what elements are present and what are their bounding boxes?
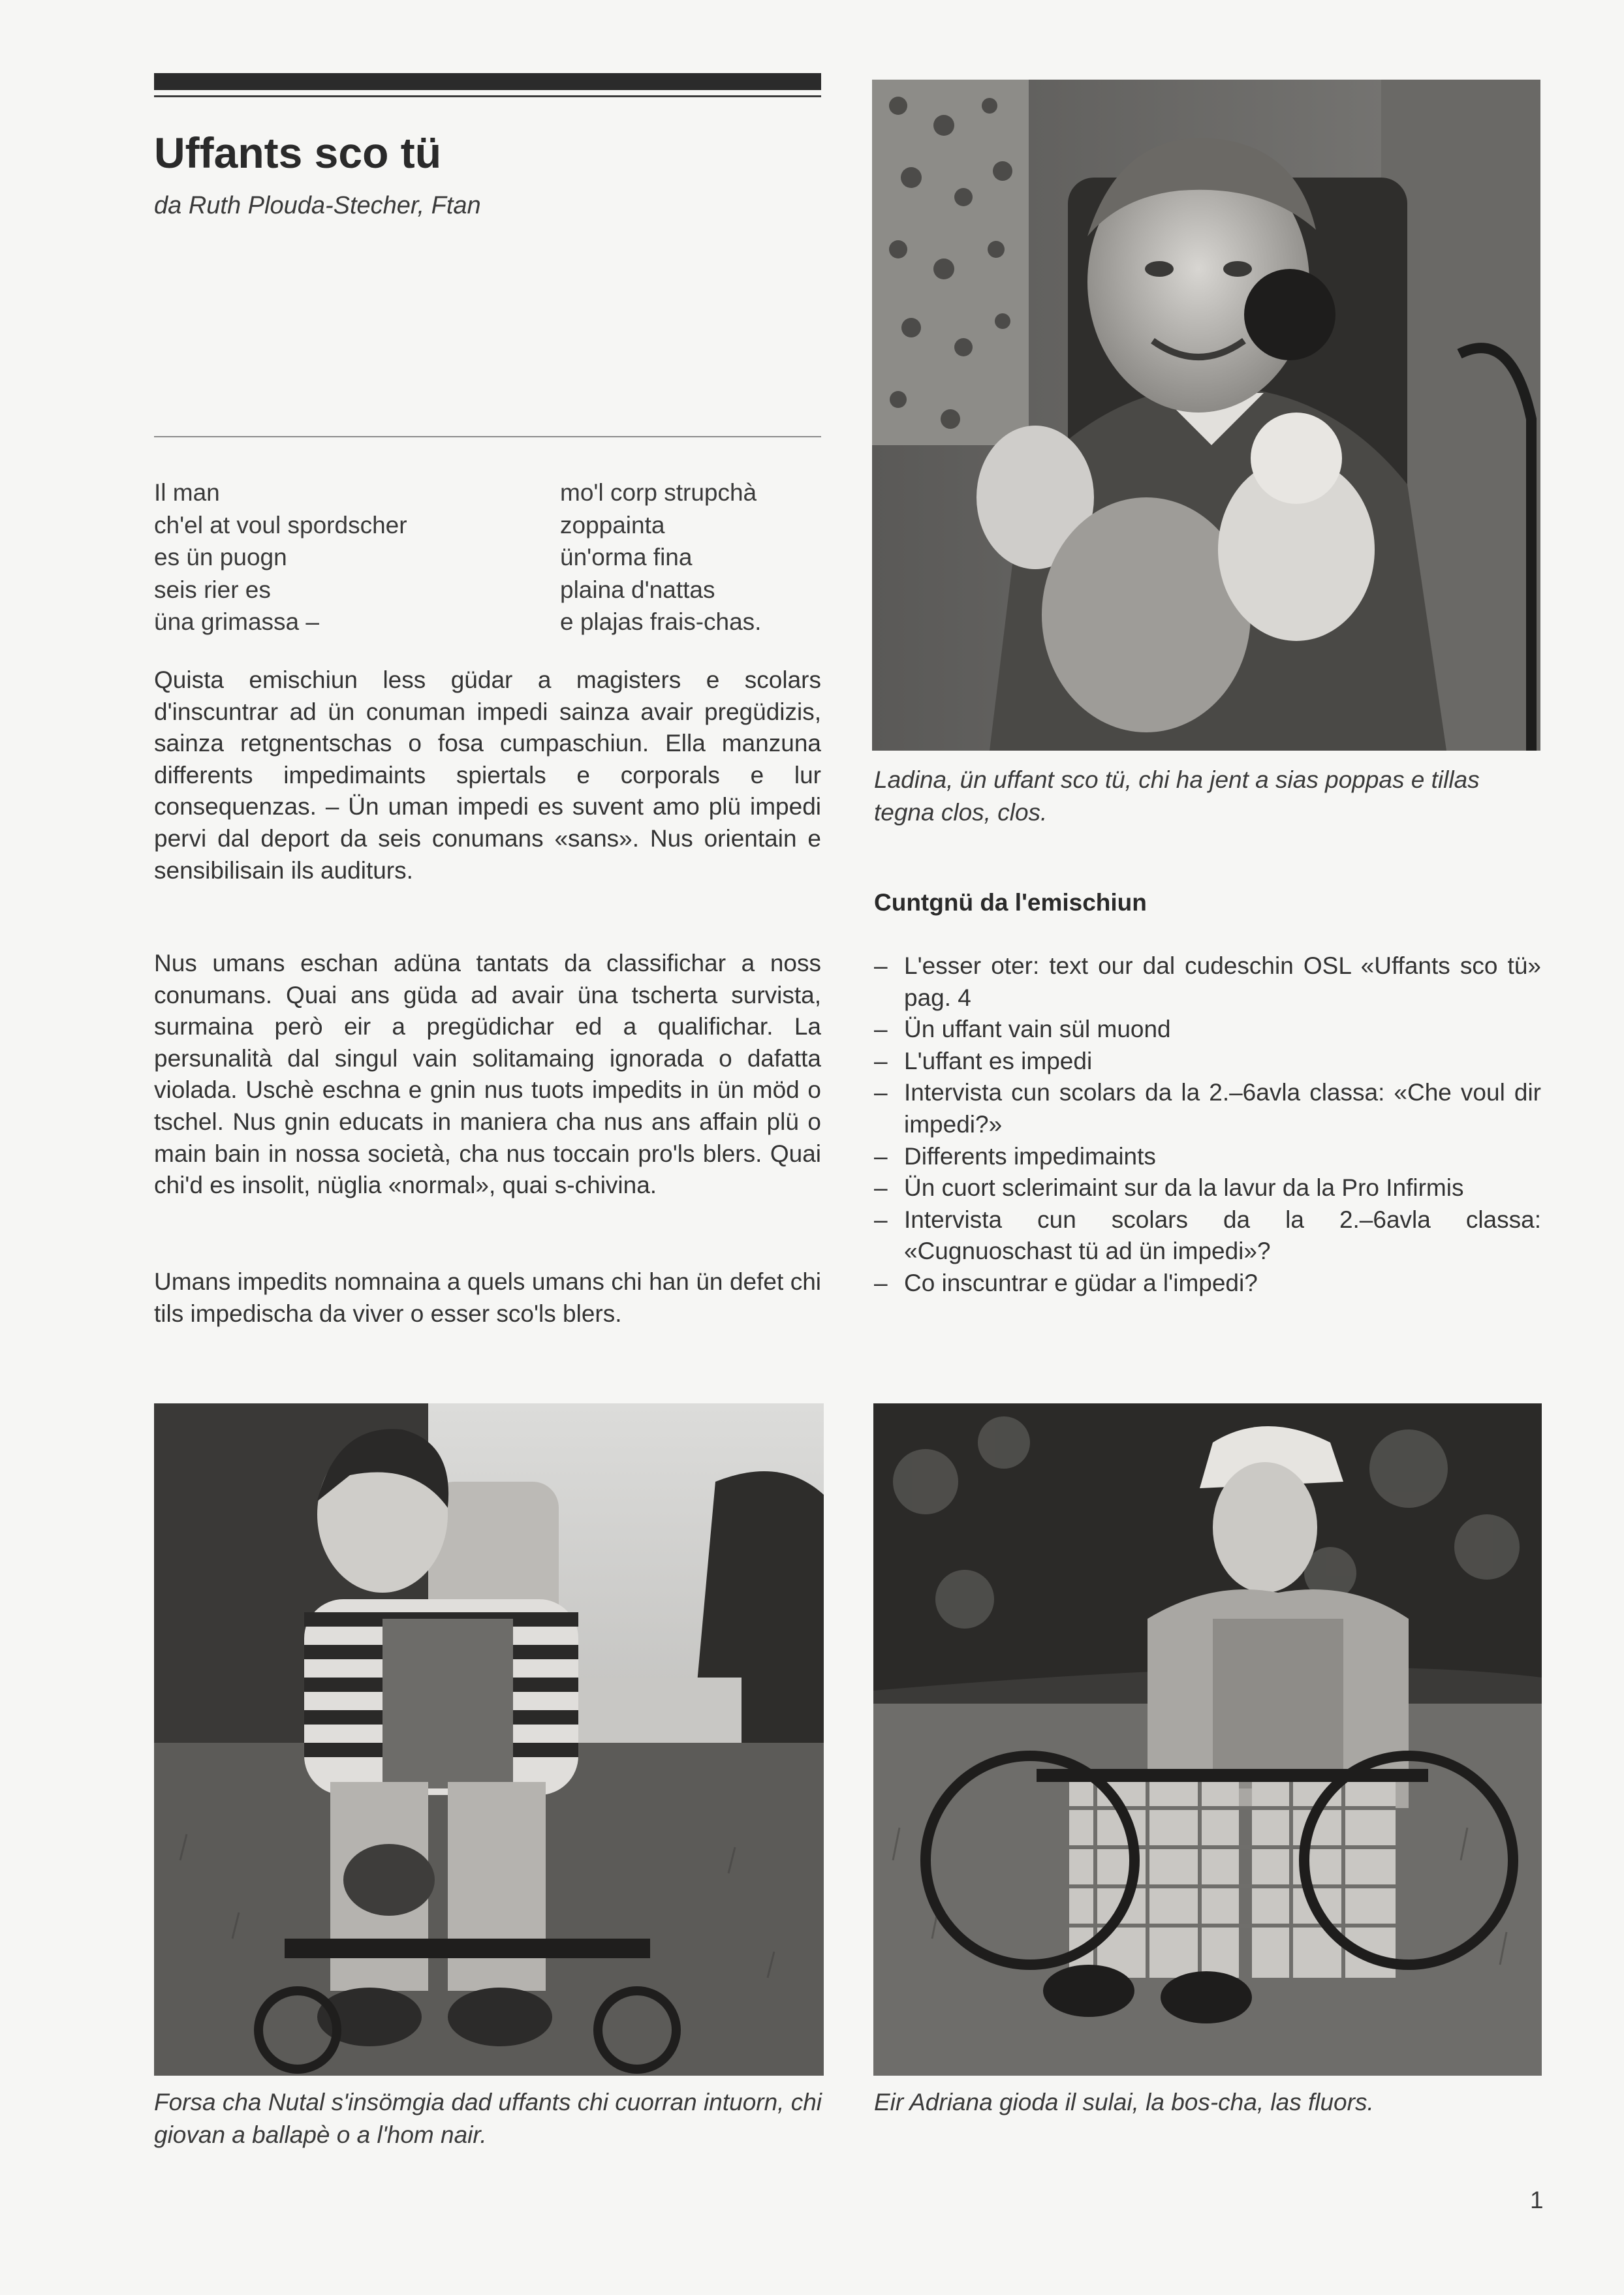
header-bar — [154, 73, 821, 90]
list-item-text: Intervista cun scolars da la 2.–6avla classa: «Cugnuoschast tü ad ün impedi»? — [904, 1206, 1541, 1265]
dash-bullet: – — [874, 1079, 888, 1106]
dash-bullet: – — [874, 1174, 888, 1202]
caption-ladina: Ladina, ün uffant sco tü, chi ha jent a sias poppas e tillas tegna clos, clos. — [874, 766, 1480, 826]
caption-adriana: Eir Adriana gioda il sulai, la bos-cha, las fluors. — [874, 2089, 1374, 2115]
poem-left-column — [154, 476, 407, 638]
list-item-text: Ün cuort sclerimaint sur da la lavur da la Pro Infirmis — [904, 1174, 1464, 1202]
poem-right-column — [560, 476, 761, 638]
list-item — [874, 1268, 1541, 1300]
poem-line: es ün puogn — [154, 544, 287, 570]
article-title: Uffants sco tü — [154, 129, 442, 177]
poem-line: seis rier es — [154, 576, 271, 603]
photo-adriana-image — [873, 1403, 1542, 2076]
list-item-text: Ün uffant vain sül muond — [904, 1016, 1171, 1043]
list-item — [874, 1204, 1541, 1268]
paragraph-text: Umans impedits nomnaina a quels umans chi han ün defet chi tils impedischa da viver o esser sco'ls blers. — [154, 1268, 821, 1327]
poem-line: mo'l corp strupchà — [560, 479, 757, 506]
body-paragraph-1 — [154, 664, 821, 886]
dash-bullet: – — [874, 952, 888, 979]
paragraph-text: Nus umans eschan adüna tantats da classifichar a noss conumans. Quai ans güda ad avair üna tscherta survista, surmaina però eir a pregüdichar ed a qualifichar. La persunalità dal singul vain solitamaing ignorada o dafatta violada. Uschè eschna e gnin nus tuots impedits in ün möd o tschel. Nus gnin educats in maniera cha nus ans affain plü o main bain in nossa società, cha nus toccain pro'ls blers. Quai chi'd es insolit, nüglia «normal», quai s-chivina. — [154, 950, 821, 1199]
body-paragraph-2 — [154, 948, 821, 1202]
photo-ladina — [872, 80, 1540, 751]
list-item-text: Intervista cun scolars da la 2.–6avla classa: «Che voul dir impedi?» — [904, 1079, 1541, 1138]
list-item-text: L'uffant es impedi — [904, 1047, 1093, 1074]
poem-line: ün'orma fina — [560, 544, 693, 570]
photo-nutal-image — [154, 1403, 824, 2076]
list-item-text: L'esser oter: text our dal cudeschin OSL «Uffants sco tü» pag. 4 — [904, 952, 1541, 1011]
list-item — [874, 1014, 1541, 1046]
list-item — [874, 1077, 1541, 1140]
dash-bullet: – — [874, 1269, 888, 1296]
photo-adriana — [873, 1403, 1542, 2076]
list-item-text: Differents impedimaints — [904, 1142, 1156, 1170]
contents-list — [874, 950, 1541, 1300]
caption-nutal: Forsa cha Nutal s'insömgia dad uffants chi cuorran intuorn, chi giovan a ballapè o a l'hom nair. — [154, 2089, 822, 2148]
poem-line: ch'el at voul spordscher — [154, 511, 407, 539]
list-item — [874, 1046, 1541, 1078]
poem-line: zoppainta — [560, 511, 665, 539]
article-byline: da Ruth Plouda-Stecher, Ftan — [154, 192, 481, 219]
list-item — [874, 1141, 1541, 1173]
contents-heading: Cuntgnü da l'emischiun — [874, 889, 1147, 916]
photo-ladina-image — [872, 80, 1540, 751]
poem-line: üna grimassa – — [154, 608, 319, 635]
list-item-text: Co inscuntrar e güdar a l'impedi? — [904, 1269, 1258, 1296]
dash-bullet: – — [874, 1016, 888, 1043]
list-item — [874, 950, 1541, 1014]
header-thin-rule — [154, 95, 821, 97]
list-item — [874, 1172, 1541, 1204]
dash-bullet: – — [874, 1047, 888, 1074]
body-paragraph-3 — [154, 1266, 821, 1330]
poem-line: e plajas frais-chas. — [560, 608, 762, 635]
photo-nutal — [154, 1403, 824, 2076]
dash-bullet: – — [874, 1142, 888, 1170]
poem-line: plaina d'nattas — [560, 576, 715, 603]
paragraph-text: Quista emischiun less güdar a magisters e scolars d'inscuntrar ad ün conuman impedi sainza avair pregüdizis, sainza retgnentschas o fosa cumpaschiun. Ella manzuna differents impedimaints spiertals e corporals e lur consequenzas. – Ün uman impedi es suvent amo plü impedi pervi dal deport da seis conumans «sans». Nus orientain e sensibilisain ils auditurs. — [154, 666, 821, 884]
poem-line: Il man — [154, 479, 220, 506]
section-divider — [154, 436, 821, 437]
page-number: 1 — [1530, 2187, 1544, 2213]
dash-bullet: – — [874, 1206, 888, 1233]
